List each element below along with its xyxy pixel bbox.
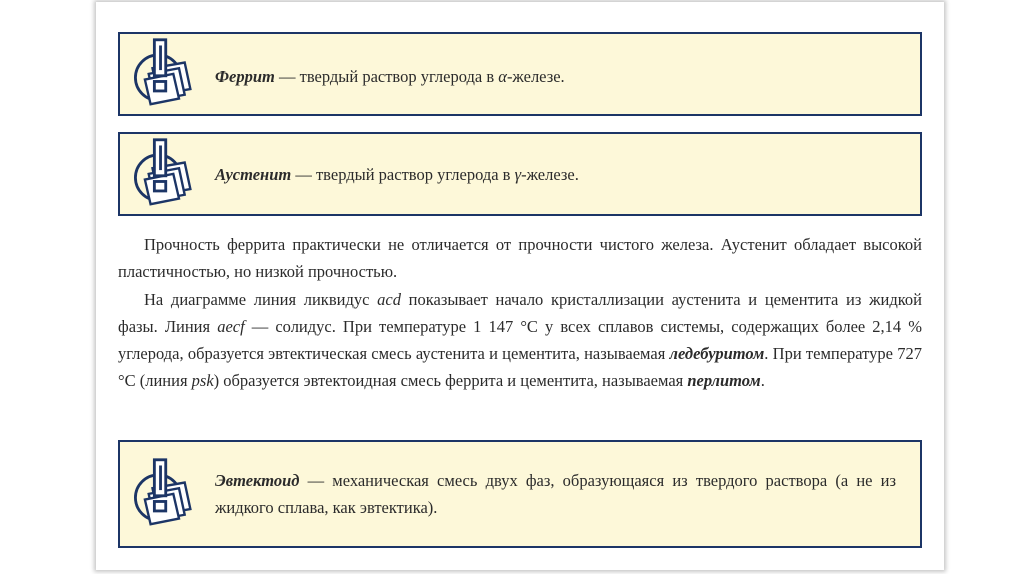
document-page bbox=[96, 2, 944, 570]
definition-icon bbox=[128, 36, 194, 108]
definition-tail: -железе. bbox=[506, 67, 565, 86]
definition-icon bbox=[128, 136, 194, 208]
definition-body: — твердый раствор углерода в bbox=[291, 165, 515, 184]
text-run: — солидус. При температуре 1 147 °C у всех сплавов системы, содержащих более 2,14 % углерода, образуется эвтектическая смесь аустенита и цементита, называемая bbox=[118, 316, 922, 364]
line-label: aecf bbox=[217, 316, 245, 336]
body-text bbox=[118, 231, 922, 395]
definition-text bbox=[215, 63, 896, 90]
text-run: . bbox=[760, 371, 765, 391]
text-run: ) образуется эвтектоидная смесь феррита и цементита, называемая bbox=[213, 371, 688, 391]
definition-box-eutectoid bbox=[118, 440, 922, 548]
greek-symbol: α bbox=[498, 67, 507, 86]
paragraph-2 bbox=[118, 286, 922, 395]
definition-text bbox=[215, 161, 896, 188]
paragraph-1: Прочность феррита практически не отличается от прочности чистого железа. Аустенит обладает высокой пластичностью, но низкой прочностью. bbox=[118, 235, 922, 282]
term-ledeburite: ледебуритом bbox=[669, 344, 765, 364]
text-run: На диаграмме линия ликвидус bbox=[144, 289, 378, 309]
definition-box-austenite bbox=[118, 132, 922, 216]
definition-text bbox=[215, 467, 896, 521]
definition-tail: -железе. bbox=[521, 165, 579, 184]
definition-term: Аустенит bbox=[215, 165, 292, 184]
text-run: . При температуре 727 °C (линия bbox=[118, 344, 922, 391]
definition-term: Эвтектоид bbox=[215, 471, 300, 490]
definition-body: — механическая смесь двух фаз, образующаяся из твердого раствора (а не из жидкого сплава, как эвтектика). bbox=[215, 471, 896, 517]
text-run: показывает начало кристаллизации аустенита и цементита из жидкой фазы. Линия bbox=[118, 289, 922, 336]
definition-body: — твердый раствор углерода в bbox=[274, 67, 499, 86]
greek-symbol: γ bbox=[514, 165, 522, 184]
term-pearlite: перлитом bbox=[687, 371, 761, 391]
line-label: acd bbox=[377, 289, 401, 309]
definition-box-ferrite bbox=[118, 32, 922, 116]
definition-term: Феррит bbox=[215, 67, 275, 86]
line-label: psk bbox=[191, 371, 214, 391]
definition-icon bbox=[128, 456, 194, 528]
